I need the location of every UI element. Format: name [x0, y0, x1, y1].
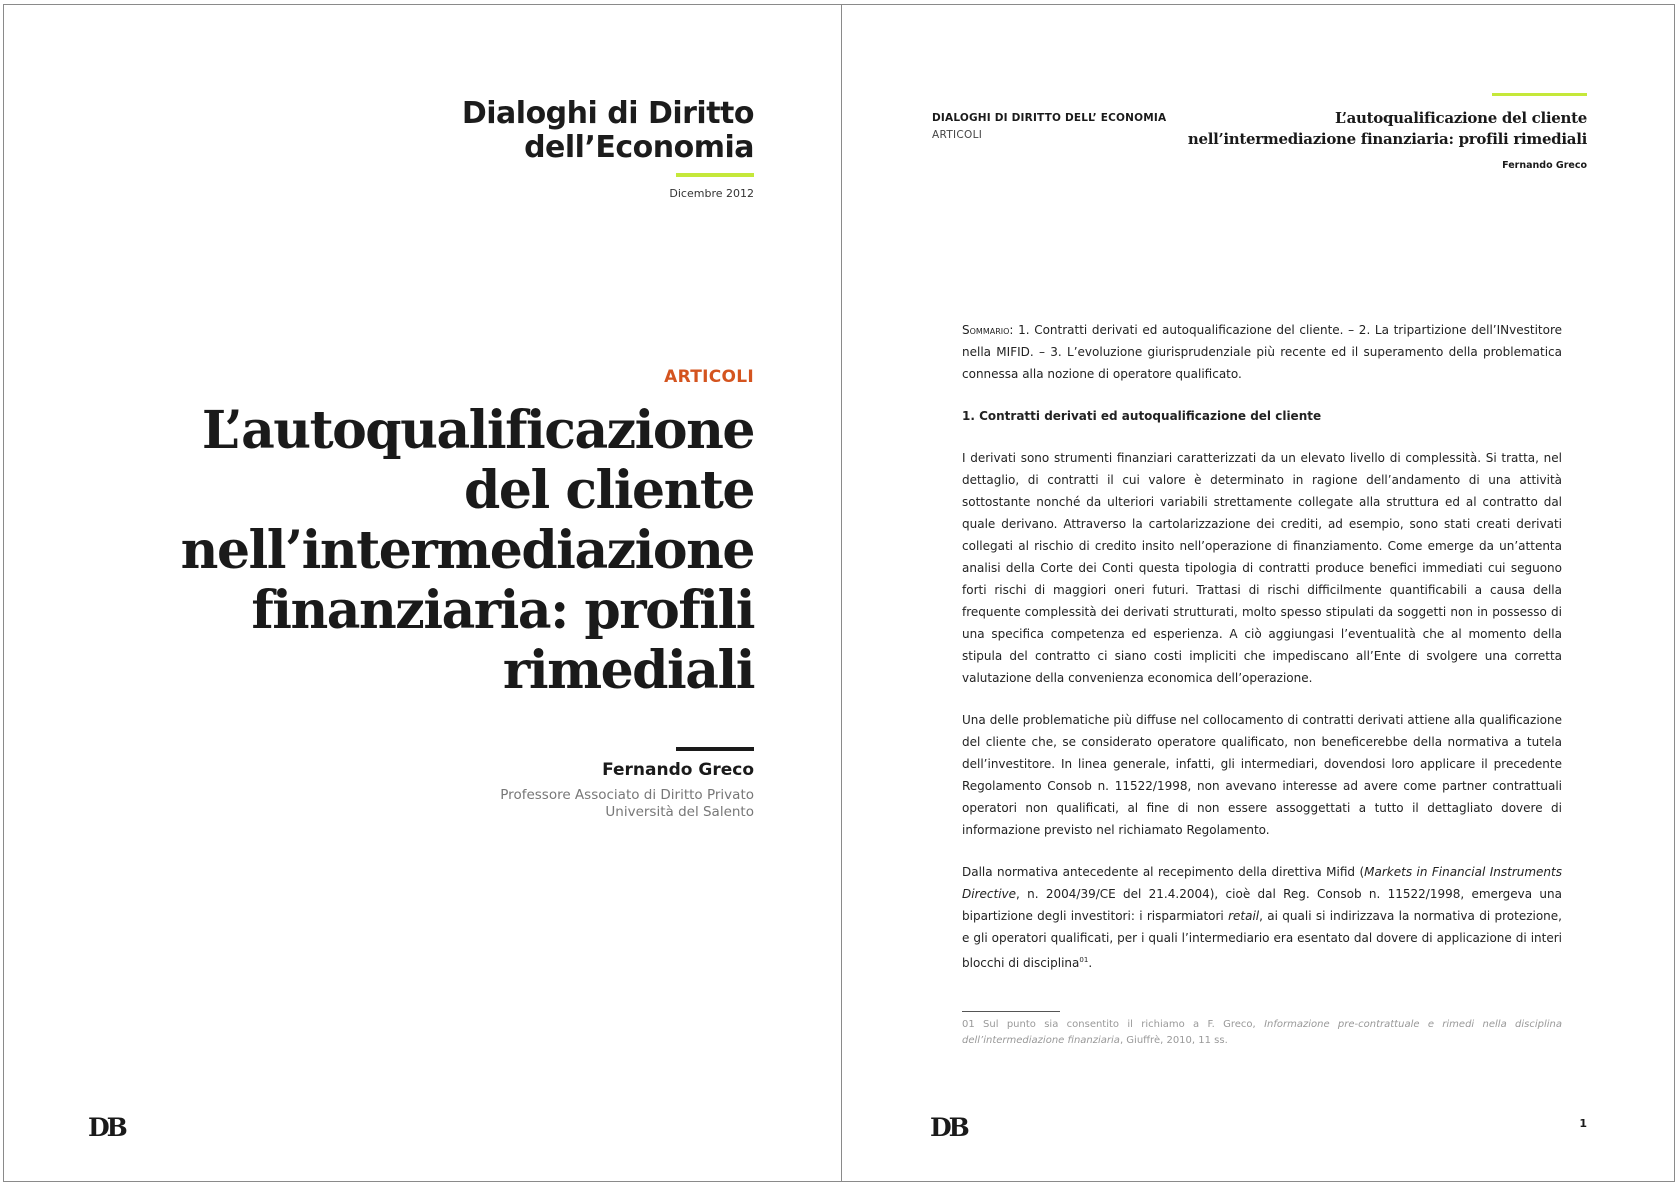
running-head-section: ARTICOLI	[932, 129, 983, 141]
article-title-line: finanziaria: profili	[251, 580, 754, 641]
paragraph-text: Dalla normativa antecedente al recepimento della direttiva Mifid (	[962, 865, 1365, 879]
article-title-line: nell’intermediazione	[180, 520, 754, 581]
document-spread	[3, 4, 1675, 1182]
article-body	[962, 319, 1562, 994]
author-name: Fernando Greco	[602, 760, 754, 780]
paragraph: I derivati sono strumenti finanziari caratterizzati da un elevato livello di complessità. Si tratta, nel dettaglio, di contratti il cui valore è determinato in ragione dell’andamento di una attività sottostante nonché da ulteriori variabili strettamente collegate alla struttura ed al contratto dal quale derivano. Attraverso la cartolarizzazione dei crediti, ad esempio, sono stati creati derivati collegati al rischio di credito insito nell’operazione di finanziamento. Come emerge da un’attenta analisi della Corte dei Conti questa tipologia di contratti produce benefici immediati cui seguono forti rischi di maggiori oneri futuri. Trattasi di rischi difficilmente quantificabili a causa della frequente complessità dei derivati strutturati, molto spesso stipulati da soggetti non in possesso di una specifica competenza ed esperienza. A ciò aggiungasi l’eventualità che al momento della stipula del contratto ci siano costi impliciti che impediscano all’Ente di svolgere una corretta valutazione della convenienza economica dell’operazione.	[962, 451, 1562, 685]
footnote-text: Sul punto sia consentito il richiamo a F. Greco,	[974, 1019, 1265, 1030]
journal-title-line: Dialoghi di Diritto	[461, 96, 754, 131]
paragraph-text: .	[1088, 956, 1093, 970]
db-logo: DB	[88, 1113, 125, 1142]
footnote-number: 01	[962, 1019, 975, 1030]
affiliation-line: Professore Associato di Diritto Privato	[500, 787, 754, 803]
running-title-line: L’autoqualificazione del cliente	[1335, 109, 1587, 127]
summary-label: Sommario:	[962, 323, 1014, 337]
cover-page	[4, 5, 842, 1181]
summary-text: 1. Contratti derivati ed autoqualificazione del cliente. – 2. La tripartizione dell’INvestitore nella MIFID. – 3. L’evoluzione giurisprudenziale più recente ed il superamento della problematica connessa alla nozione di operatore qualificato.	[962, 323, 1562, 381]
paragraph-italic: Markets in Financial Instruments Directive	[962, 865, 1562, 901]
article-title-line: del cliente	[464, 460, 754, 521]
section-label: ARTICOLI	[664, 367, 754, 387]
issue-date: Dicembre 2012	[669, 187, 754, 200]
journal-title	[334, 97, 754, 165]
footnote-rule	[962, 1011, 1060, 1012]
running-head-journal: DIALOGHI DI DIRITTO DELL’ ECONOMIA	[932, 112, 1167, 124]
footnote-italic: Informazione pre-contrattuale e rimedi nella disciplina dell’intermediazione finanziaria	[962, 1019, 1562, 1046]
affiliation-line: Università del Salento	[605, 804, 754, 820]
article-title-line: rimediali	[502, 640, 754, 701]
paragraph-text: , n. 2004/39/CE del 21.4.2004), cioè dal Reg. Consob n. 11522/1998, emergeva una bipartizione degli investitori: i risparmiatori	[962, 887, 1562, 923]
running-author: Fernando Greco	[1502, 160, 1587, 171]
accent-rule	[676, 173, 754, 177]
accent-rule	[1492, 93, 1587, 96]
article-page	[842, 5, 1674, 1181]
author-rule	[676, 747, 754, 751]
journal-title-line: dell’Economia	[524, 130, 754, 165]
author-affiliation	[374, 787, 754, 821]
section-heading: 1. Contratti derivati ed autoqualificazione del cliente	[962, 409, 1322, 423]
article-title	[134, 401, 754, 701]
footnote	[962, 1017, 1562, 1049]
running-title	[1167, 108, 1587, 150]
paragraph-italic: retail	[1228, 909, 1260, 923]
running-title-line: nell’intermediazione finanziaria: profili rimediali	[1187, 130, 1587, 148]
summary	[962, 319, 1562, 385]
paragraph: Una delle problematiche più diffuse nel collocamento di contratti derivati attiene alla qualificazione del cliente che, se considerato operatore qualificato, non beneficerebbe della normativa a tutela dell’investitore. In linea generale, infatti, gli intermediari, dovendosi loro applicare il precedente Regolamento Consob n. 11522/1998, non avevano interesse ad avere come partner contrattuali operatori non qualificati, al fine di non essere assoggettati a tutto il dettagliato dovere di informazione previsto nel richiamato Regolamento.	[962, 713, 1562, 837]
page-number: 1	[1579, 1117, 1587, 1130]
article-title-line: L’autoqualificazione	[201, 400, 754, 461]
footnote-ref[interactable]: 01	[1079, 956, 1089, 964]
paragraph-text: , ai quali si indirizzava la normativa di protezione, e gli operatori qualificati, per i quali l’intermediario era esentato dal dovere di applicazione di interi blocchi di disciplina	[962, 909, 1562, 970]
paragraph	[962, 861, 1562, 974]
footnote-text: , Giuffrè, 2010, 11 ss.	[1119, 1035, 1228, 1046]
db-logo: DB	[930, 1113, 967, 1142]
